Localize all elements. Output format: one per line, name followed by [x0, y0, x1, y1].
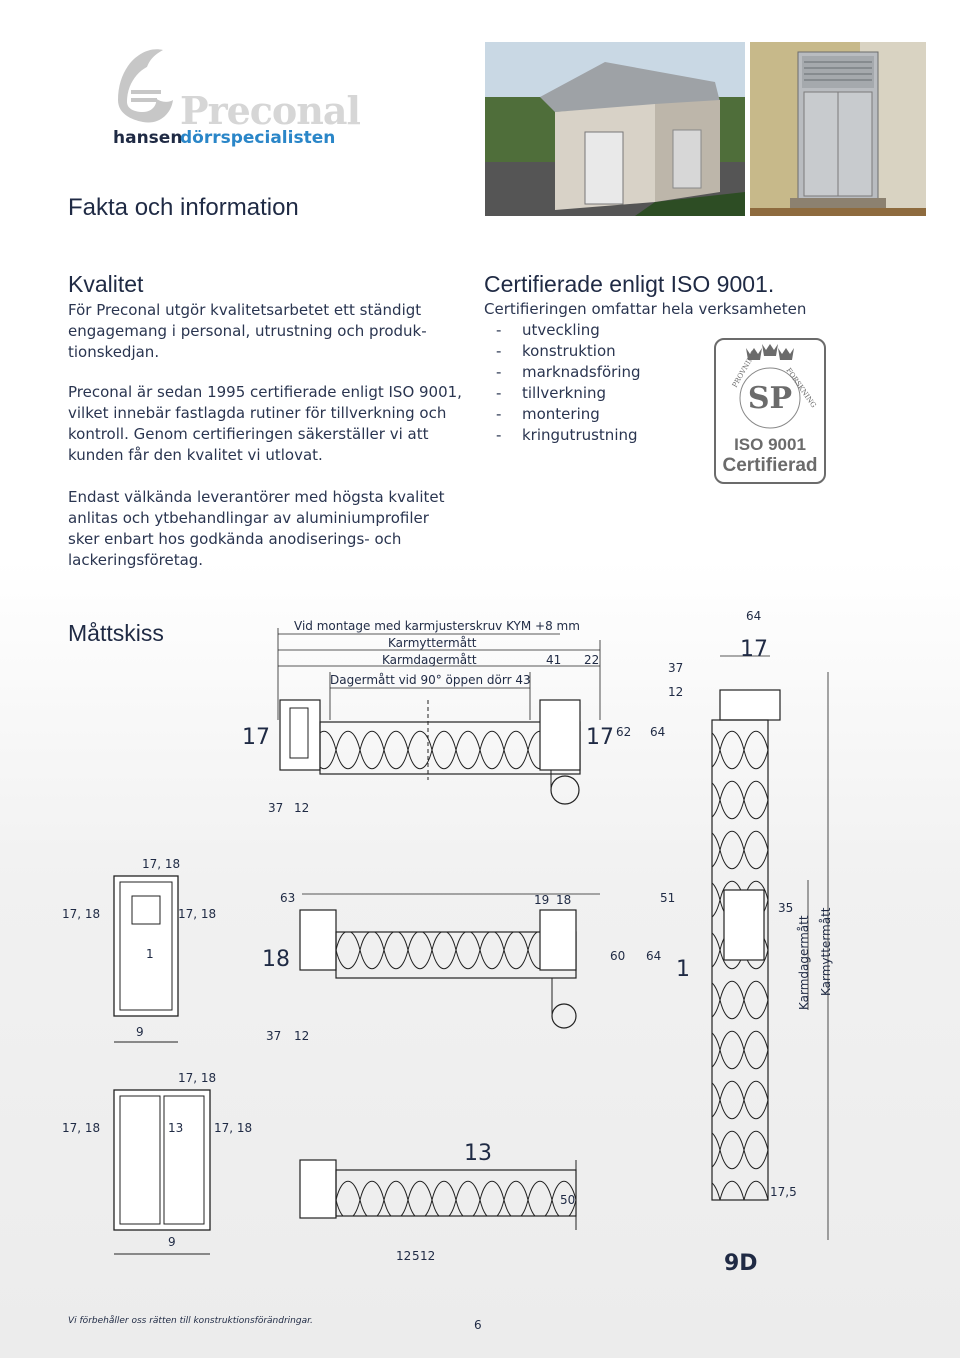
dim-62: 62 [616, 725, 632, 739]
mattskiss-heading: Måttskiss [68, 620, 164, 646]
ring-text-right: FORSKNING [784, 366, 818, 410]
text-line: Endast välkända leverantörer med högsta kvalitet [68, 488, 445, 506]
footer-note: Vi förbehåller oss rätten till konstruktionsförändringar. [68, 1316, 313, 1326]
dim-karmyttermatt: Karmyttermått [388, 636, 477, 650]
door2-top: 17, 18 [178, 1071, 217, 1085]
list-item: - tillverkning [496, 383, 641, 404]
ring-text-left: PROVNING [730, 349, 759, 389]
label-9d: 9D [724, 1251, 758, 1276]
door2-bottom: 9 [168, 1235, 176, 1249]
door-elevation-double [114, 1090, 210, 1254]
kvalitet-paragraph-2 [68, 382, 462, 466]
badge-line-1: ISO 9001 [734, 435, 806, 454]
dim-karmdagermatt: Karmdagermått [382, 653, 477, 667]
text-line: Preconal är sedan 1995 certifierade enligt ISO 9001, [68, 383, 462, 401]
label-17-right: 17 [740, 637, 768, 662]
section-label-right: 17 [586, 725, 614, 750]
door-section-13 [300, 1160, 576, 1230]
list-item: - montering [496, 404, 641, 425]
text-line: lackeringsföretag. [68, 551, 204, 569]
dim-37-right: 37 [668, 661, 684, 675]
dim-37: 37 [268, 801, 284, 815]
section-label-13: 13 [464, 1141, 492, 1166]
kvalitet-heading: Kvalitet [68, 271, 144, 297]
text-line: engagemang i personal, utrustning och produk- [68, 322, 427, 340]
section-label-left: 17 [242, 725, 270, 750]
dim-12b: 12 [294, 1029, 310, 1043]
door-section-17 [280, 700, 580, 804]
door1-mid: 1 [146, 947, 154, 961]
list-item: - utveckling [496, 320, 641, 341]
brand-sub-left: hansen [113, 128, 183, 148]
door2-mid: 13 [168, 1121, 184, 1135]
iso-certification-badge [714, 338, 826, 484]
photo-double-door [750, 42, 926, 216]
certifierade-intro: Certifieringen omfattar hela verksamheten [484, 300, 807, 318]
certifierade-list [496, 320, 641, 446]
kvalitet-paragraph-1 [68, 300, 427, 363]
door2-right: 17, 18 [214, 1121, 253, 1135]
dim-18: 18 [556, 893, 572, 907]
vertical-karmyttermatt: Karmyttermått [819, 907, 833, 996]
vertical-karmdagermatt: Karmdagermått [797, 915, 811, 1010]
dim-dagermatt: Dagermått vid 90° öppen dörr 43 [330, 673, 531, 687]
text-line: kontroll. Genom certifieringen säkerställer vi att [68, 425, 429, 443]
text-line: sker enbart hos godkända anodiserings- och [68, 530, 402, 548]
badge-line-2: Certifierad [722, 455, 818, 476]
brand-sub-right: dörrspecialisten [180, 128, 336, 148]
dim-19: 19 [534, 893, 550, 907]
certifierade-heading: Certifierade enligt ISO 9001. [484, 271, 775, 297]
photo-substation-building [485, 42, 745, 216]
dim-12c: 12 [396, 1249, 412, 1263]
dim-64-right: 64 [746, 609, 762, 623]
dim-12d: 12 [420, 1249, 436, 1263]
door1-bottom: 9 [136, 1025, 144, 1039]
dim-17-5: 17,5 [770, 1185, 797, 1199]
door2-left: 17, 18 [62, 1121, 101, 1135]
dim-5: 5 [412, 1249, 420, 1263]
knight-emblem-icon [118, 49, 173, 122]
brand-name: Preconal [180, 88, 360, 133]
text-line: tionskedjan. [68, 343, 160, 361]
door-section-18 [300, 894, 600, 1028]
section-label-18: 18 [262, 947, 290, 972]
sp-letters: SP [747, 381, 793, 416]
door1-right: 17, 18 [178, 907, 217, 921]
label-1-right: 1 [676, 957, 690, 982]
dim-63: 63 [280, 891, 296, 905]
text-line: anlitas och ytbehandlingar av aluminiumprofiler [68, 509, 429, 527]
dim-64b: 64 [646, 949, 662, 963]
dim-64: 64 [650, 725, 666, 739]
kvalitet-paragraph-3 [68, 487, 445, 571]
dim-51: 51 [660, 891, 676, 905]
list-item: - kringutrustning [496, 425, 641, 446]
dim-12: 12 [294, 801, 310, 815]
page-title: Fakta och information [68, 194, 299, 221]
dim-50: 50 [560, 1193, 576, 1207]
door1-top: 17, 18 [142, 857, 181, 871]
dim-12-right: 12 [668, 685, 684, 699]
dim-37b: 37 [266, 1029, 282, 1043]
text-line: För Preconal utgör kvalitetsarbetet ett ständigt [68, 301, 422, 319]
dim-kym: Vid montage med karmjusterskruv KYM +8 mm [294, 619, 580, 633]
list-item: - konstruktion [496, 341, 641, 362]
list-item: - marknadsföring [496, 362, 641, 383]
door1-left: 17, 18 [62, 907, 101, 921]
dim-41: 41 [546, 653, 562, 667]
dim-22: 22 [584, 653, 600, 667]
dim-60: 60 [610, 949, 626, 963]
text-line: kunden får den kvalitet vi utlovat. [68, 446, 323, 464]
text-line: vilket innebär fastlagda rutiner för tillverkning och [68, 404, 447, 422]
dim-35: 35 [778, 901, 794, 915]
page-number: 6 [474, 1318, 482, 1332]
technical-drawing [0, 590, 960, 1290]
